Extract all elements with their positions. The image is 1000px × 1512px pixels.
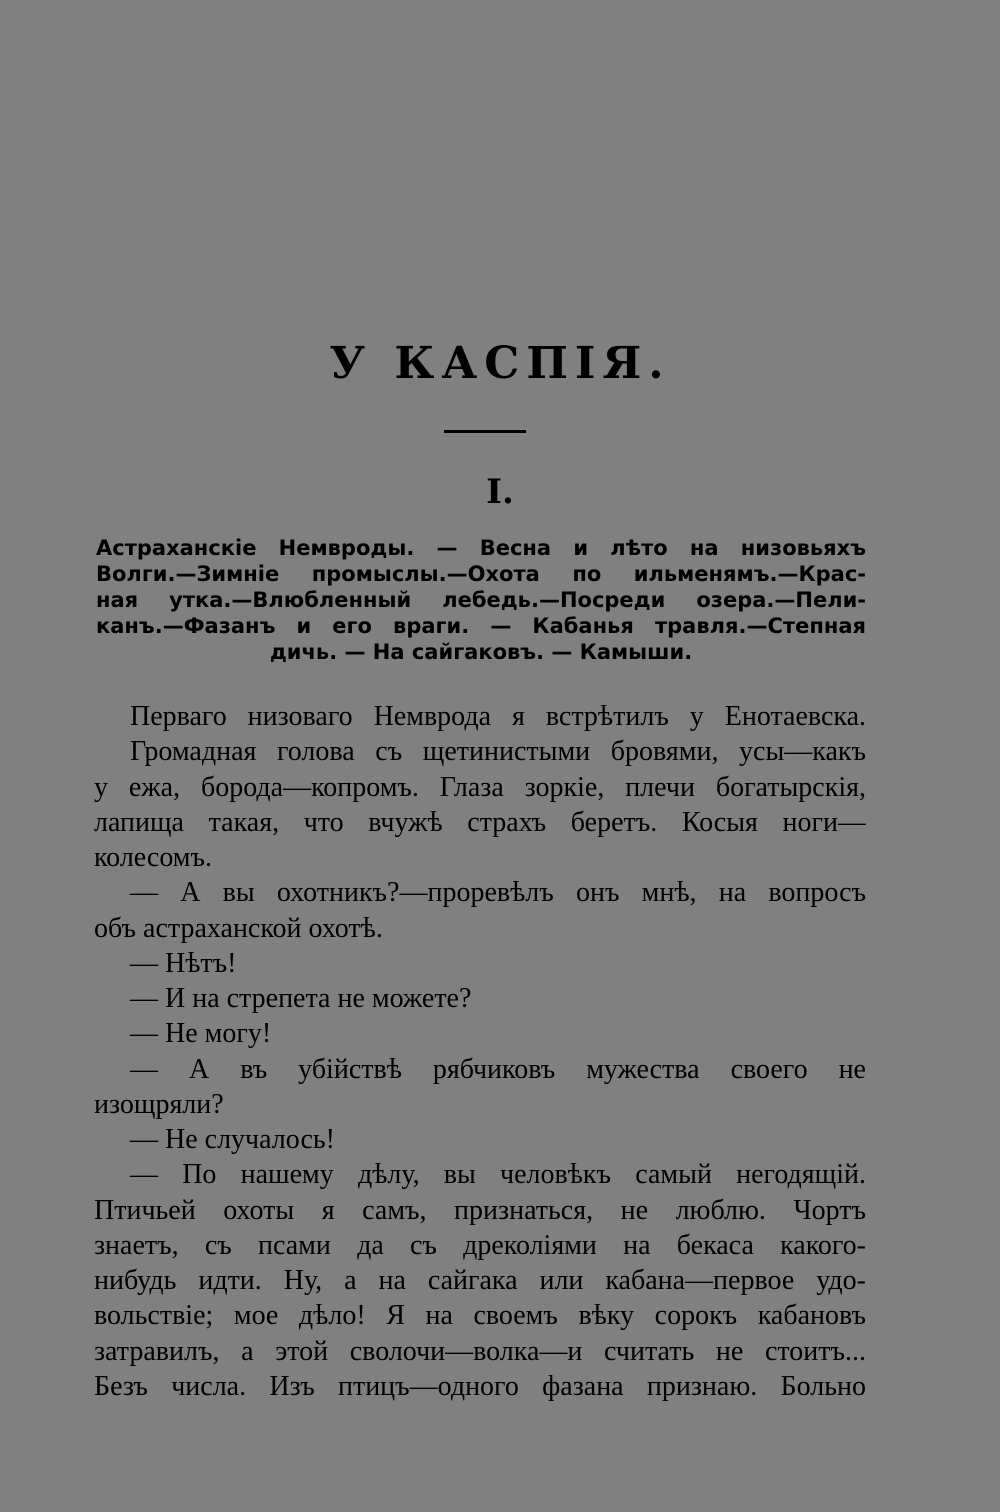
page-title: У КАСПІЯ. xyxy=(329,338,671,389)
body-line: — Нѣтъ! xyxy=(130,948,237,979)
summary-line: дичь. — На сайгаковъ. — Камыши. xyxy=(269,640,693,664)
body-line: у ежа, борода—копромъ. Глаза зоркіе, плечи богатырскія, xyxy=(94,772,866,803)
summary-line: канъ.—Фазанъ и его враги. — Кабанья травля.—Степная xyxy=(96,614,866,638)
body-line: — И на стрепета не можете? xyxy=(130,983,472,1014)
body-line: затравилъ, а этой сволочи—волка—и считать не стоитъ... xyxy=(94,1336,866,1367)
body-line: — Не могу! xyxy=(130,1018,272,1049)
body-line: объ астраханской охотѣ. xyxy=(94,913,383,944)
body-line: изощряли? xyxy=(94,1089,224,1120)
body-line: — А вы охотникъ?—проревѣлъ онъ мнѣ, на вопросъ xyxy=(130,877,866,908)
chapter-number: I. xyxy=(486,472,514,512)
body-line: знаетъ, съ псами да съ дреколіями на бекаса какого- xyxy=(94,1230,866,1261)
body-line: Громадная голова съ щетинистыми бровями, усы—какъ xyxy=(130,736,866,767)
body-line: Безъ числа. Изъ птицъ—одного фазана признаю. Больно xyxy=(94,1371,866,1402)
summary-line: ная утка.—Влюбленный лебедь.—Посреди озера.—Пели- xyxy=(96,588,866,612)
summary-line: Волги.—Зимніе промыслы.—Охота по ильменямъ.—Крас- xyxy=(96,562,866,586)
body-line: — Не случалось! xyxy=(130,1124,335,1155)
title-rule xyxy=(444,430,526,433)
body-line: — По нашему дѣлу, вы человѣкъ самый негодящій. xyxy=(130,1159,866,1190)
body-line: нибудь идти. Ну, а на сайгака или кабана—первое удо- xyxy=(94,1265,866,1296)
body-line: Птичьей охоты я самъ, признаться, не люблю. Чортъ xyxy=(94,1195,866,1226)
body-line: — А въ убійствѣ рябчиковъ мужества своего не xyxy=(130,1054,866,1085)
body-line: вольствіе; мое дѣло! Я на своемъ вѣку сорокъ кабановъ xyxy=(94,1300,866,1331)
summary-line: Астраханскіе Немвроды. — Весна и лѣто на низовьяхъ xyxy=(96,536,866,560)
body-line: лапища такая, что вчужѣ страхъ беретъ. Косыя ноги— xyxy=(94,807,866,838)
body-line: колесомъ. xyxy=(94,842,213,873)
body-line: Перваго низоваго Немврода я встрѣтилъ у Енотаевска. xyxy=(130,701,866,732)
